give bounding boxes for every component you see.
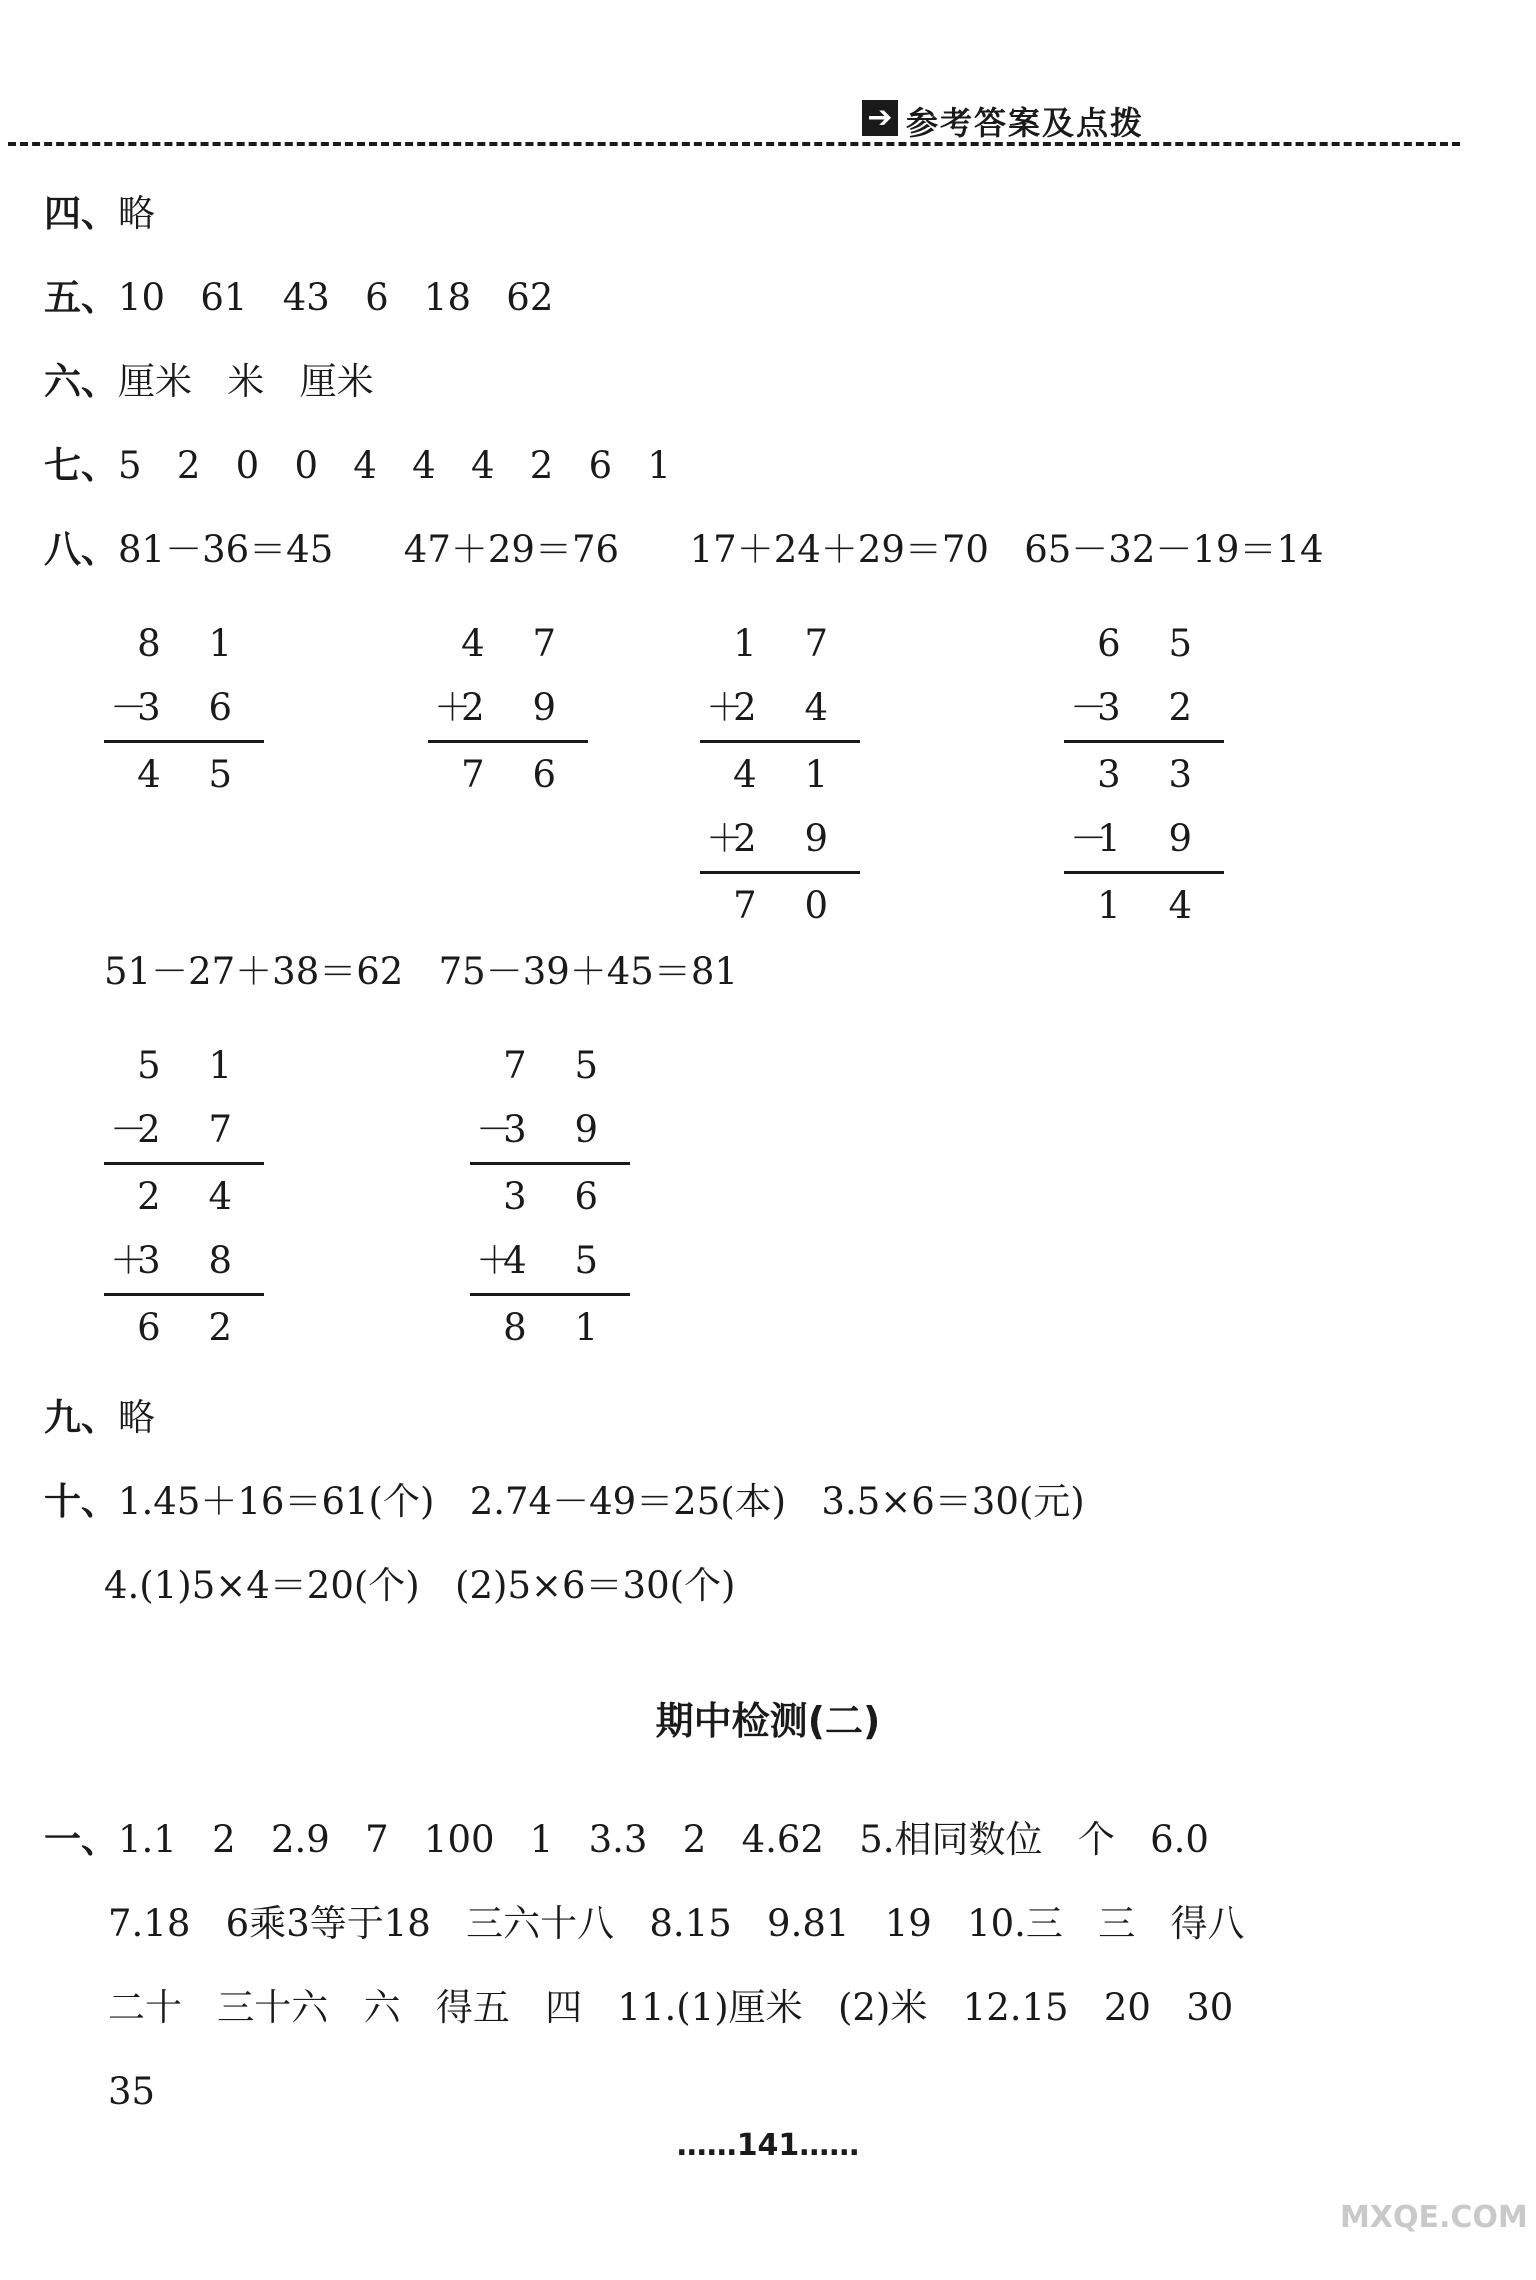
watermark: MXQE.COM: [1340, 2200, 1528, 2235]
calc-number: 1 7: [733, 622, 846, 665]
answer-wu: [44, 276, 553, 320]
calc-number: 6 5: [1097, 622, 1210, 665]
vertical-calc-2: [428, 612, 588, 807]
calc-number: 3 2: [1097, 686, 1210, 729]
page-number: ……141……: [676, 2128, 860, 2163]
calc-operator: －: [1070, 817, 1107, 860]
answer-text: 厘米 米 厘米: [118, 360, 374, 403]
vertical-calc-3: [700, 612, 860, 938]
calc-number: 3 6: [137, 686, 250, 729]
calc-result: 3 6: [503, 1175, 616, 1218]
calc-number: 4 7: [461, 622, 574, 665]
calc-result: 1 4: [1097, 884, 1210, 927]
vertical-calc-1: [104, 612, 264, 807]
answer-ba-2: 51－27＋38＝62 75－39＋45＝81: [104, 950, 738, 993]
answer-yi-3: 二十 三十六 六 得五 四 11.(1)厘米 (2)米 12.15 20 30: [108, 1986, 1234, 2029]
calc-number: 2 9: [461, 686, 574, 729]
answer-si: [44, 192, 155, 236]
calc-number: 3 8: [137, 1239, 250, 1282]
calc-number: 1 9: [1097, 817, 1210, 860]
answer-shi: [44, 1480, 1085, 1524]
answer-text: 10 61 43 6 18 62: [118, 276, 554, 319]
calc-result: 2 4: [137, 1175, 250, 1218]
right-arrow-icon: ➔: [862, 100, 898, 136]
calc-result: 4 5: [137, 753, 250, 796]
calc-number: 4 5: [503, 1239, 616, 1282]
calc-number: 7 5: [503, 1044, 616, 1087]
answer-text: 1.45＋16＝61(个) 2.74－49＝25(本) 3.5×6＝30(元): [118, 1480, 1085, 1523]
answer-text: 略: [118, 1396, 155, 1439]
answer-label: 八、: [44, 528, 118, 571]
answer-qi: [44, 444, 671, 488]
calc-result: 7 0: [733, 884, 846, 927]
answer-liu: [44, 360, 374, 404]
calc-number: 3 9: [503, 1108, 616, 1151]
vertical-calc-4: [1064, 612, 1224, 938]
calc-result: 3 3: [1097, 753, 1210, 796]
answer-label: 十、: [44, 1480, 118, 1523]
calc-number: 8 1: [137, 622, 250, 665]
calc-operator: －: [110, 1108, 147, 1151]
answer-label: 四、: [44, 192, 118, 235]
answer-label: 九、: [44, 1396, 118, 1439]
calc-result: 6 2: [137, 1306, 250, 1349]
calc-operator: ＋: [706, 686, 743, 729]
vertical-calc-6: [470, 1034, 630, 1360]
calc-operator: ＋: [110, 1239, 147, 1282]
answer-label: 一、: [44, 1818, 118, 1861]
calc-result: 4 1: [733, 753, 846, 796]
answer-yi: [44, 1818, 1209, 1862]
calc-number: 2 4: [733, 686, 846, 729]
answer-ba: [44, 528, 1324, 572]
answer-yi-4: 35: [108, 2070, 156, 2113]
calc-operator: ＋: [434, 686, 471, 729]
section-title: 期中检测(二): [655, 1699, 881, 1743]
header-title: 参考答案及点拨: [906, 104, 1145, 142]
answer-shi-2: 4.(1)5×4＝20(个) (2)5×6＝30(个): [104, 1564, 736, 1607]
calc-operator: －: [1070, 686, 1107, 729]
calc-operator: －: [476, 1108, 513, 1151]
calc-result: 7 6: [461, 753, 574, 796]
vertical-calc-5: [104, 1034, 264, 1360]
answer-yi-2: 7.18 6乘3等于18 三六十八 8.15 9.81 19 10.三 三 得八: [108, 1902, 1245, 1945]
calc-result: 8 1: [503, 1306, 616, 1349]
calc-number: 2 9: [733, 817, 846, 860]
calc-number: 5 1: [137, 1044, 250, 1087]
answer-label: 五、: [44, 276, 118, 319]
answer-text: 81－36＝45 47＋29＝76 17＋24＋29＝70 65－32－19＝14: [118, 528, 1324, 571]
answer-jiu: [44, 1396, 155, 1440]
answer-text: 略: [118, 192, 155, 235]
answer-label: 六、: [44, 360, 118, 403]
header-divider: [8, 142, 1460, 146]
calc-operator: ＋: [476, 1239, 513, 1282]
calc-operator: －: [110, 686, 147, 729]
calc-operator: ＋: [706, 817, 743, 860]
calc-number: 2 7: [137, 1108, 250, 1151]
answer-label: 七、: [44, 444, 118, 487]
answer-text: 1.1 2 2.9 7 100 1 3.3 2 4.62 5.相同数位 个 6.0: [118, 1818, 1209, 1861]
answer-text: 5 2 0 0 4 4 4 2 6 1: [118, 444, 671, 487]
